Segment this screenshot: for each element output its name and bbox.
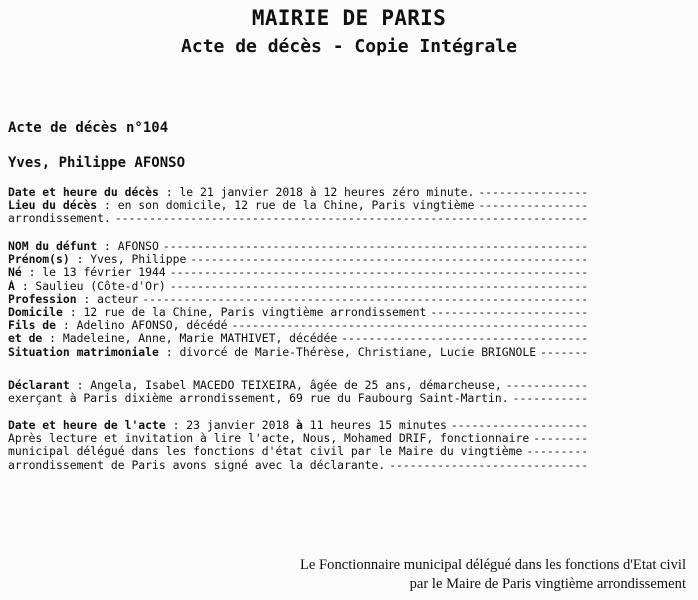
father-line bbox=[8, 319, 588, 332]
domicile-line bbox=[8, 306, 588, 319]
declarant-label: Déclarant bbox=[8, 379, 70, 392]
dash-filler bbox=[526, 445, 588, 458]
death-place-value-2: arrondissement. bbox=[8, 212, 111, 226]
dash-filler bbox=[513, 392, 588, 405]
dash-filler bbox=[170, 280, 588, 293]
acte-date-line bbox=[8, 419, 588, 432]
birth-place-value: : Saulieu (Côte-d'Or) bbox=[14, 279, 166, 293]
mother-label: et de bbox=[8, 332, 43, 346]
acte-date-a: à bbox=[296, 419, 303, 432]
birth-date-label: Né bbox=[8, 266, 22, 280]
father-value: : Adelino AFONSO, décédé bbox=[56, 319, 228, 333]
dash-filler bbox=[170, 266, 588, 279]
death-place-line bbox=[8, 199, 588, 212]
dash-filler bbox=[142, 293, 588, 306]
marital-status-line bbox=[8, 346, 588, 359]
acte-time-value: 11 heures 15 minutes bbox=[302, 419, 447, 432]
death-details-section bbox=[8, 186, 588, 226]
deceased-full-name: Yves, Philippe AFONSO bbox=[8, 155, 186, 171]
acte-text-2: Après lecture et invitation à lire l'acte, Nous, Mohamed DRIF, fonctionnaire bbox=[8, 432, 530, 446]
death-place-line-2 bbox=[8, 212, 588, 225]
dash-filler bbox=[506, 379, 588, 392]
acte-line-2 bbox=[8, 432, 588, 445]
profession-label: Profession bbox=[8, 292, 77, 306]
dash-filler bbox=[163, 240, 588, 253]
mother-value: : Madeleine, Anne, Marie MATHIVET, décédée bbox=[42, 332, 338, 346]
acte-text-3: municipal délégué dans les fonctions d'état civil par le Maire du vingtième bbox=[8, 445, 523, 459]
mother-line bbox=[8, 332, 588, 345]
nom-value: : AFONSO bbox=[97, 240, 159, 253]
nom-line bbox=[8, 240, 588, 253]
deceased-details-section bbox=[8, 240, 588, 359]
dash-filler bbox=[478, 186, 588, 199]
dash-filler bbox=[341, 332, 588, 345]
declarant-section bbox=[8, 379, 588, 405]
domicile-value: : 12 rue de la Chine, Paris vingtième arrondissement bbox=[62, 305, 427, 319]
signature-line-1: Le Fonctionnaire municipal délégué dans les fonctions d'Etat civil bbox=[299, 557, 686, 573]
document-subtitle: Acte de décès - Copie Intégrale bbox=[181, 36, 517, 57]
birth-date-line bbox=[8, 266, 588, 279]
declarant-line bbox=[8, 379, 588, 392]
signature-line-2: par le Maire de Paris vingtième arrondissement bbox=[409, 576, 686, 592]
prenom-label: Prénom(s) bbox=[8, 253, 70, 267]
birth-place-line bbox=[8, 280, 588, 293]
death-date-value: : le 21 janvier 2018 à 12 heures zéro minute. bbox=[158, 186, 475, 199]
declarant-line-2 bbox=[8, 392, 588, 405]
dash-filler bbox=[115, 212, 588, 225]
dash-filler bbox=[540, 346, 588, 359]
dash-filler bbox=[389, 459, 588, 472]
prenom-line bbox=[8, 253, 588, 266]
declarant-value: : Angela, Isabel MACEDO TEIXEIRA, âgée de 25 ans, démarcheuse, bbox=[69, 379, 502, 392]
acte-text-4: arrondissement de Paris avons signé avec la déclarante. bbox=[8, 458, 386, 472]
dash-filler bbox=[451, 419, 588, 432]
acte-number: Acte de décès n°104 bbox=[8, 120, 169, 136]
declarant-value-2: exerçant à Paris dixième arrondissement, 69 rue du Faubourg Saint-Martin. bbox=[8, 392, 509, 406]
signature-block bbox=[300, 556, 686, 594]
document-title: MAIRIE DE PARIS bbox=[251, 6, 447, 30]
profession-line bbox=[8, 293, 588, 306]
acte-line-4 bbox=[8, 459, 588, 472]
domicile-label: Domicile bbox=[8, 305, 63, 319]
dash-filler bbox=[430, 306, 588, 319]
marital-status-label: Situation matrimoniale bbox=[8, 345, 159, 359]
birth-place-label: À bbox=[8, 279, 15, 293]
death-date-label: Date et heure du décès bbox=[8, 186, 159, 199]
death-date-line bbox=[8, 186, 588, 199]
profession-value: : acteur bbox=[76, 292, 139, 306]
acte-date-label: Date et heure de l'acte bbox=[8, 419, 166, 432]
marital-status-value: : divorcé de Marie-Thérèse, Christiane, Lucie BRIGNOLE bbox=[158, 345, 537, 359]
death-place-value: : en son domicile, 12 rue de la Chine, Paris vingtième bbox=[97, 199, 475, 213]
dash-filler bbox=[478, 199, 588, 212]
nom-label: NOM du défunt bbox=[8, 240, 98, 253]
acte-date-value: : 23 janvier 2018 bbox=[165, 419, 297, 432]
death-place-label: Lieu du décès bbox=[8, 199, 98, 213]
prenom-value: : Yves, Philippe bbox=[69, 253, 187, 267]
birth-date-value: : le 13 février 1944 bbox=[21, 266, 166, 280]
acte-section bbox=[8, 419, 588, 472]
dash-filler bbox=[231, 319, 588, 332]
father-label: Fils de bbox=[8, 319, 57, 333]
dash-filler bbox=[190, 253, 588, 266]
dash-filler bbox=[533, 432, 588, 445]
acte-line-3 bbox=[8, 445, 588, 458]
